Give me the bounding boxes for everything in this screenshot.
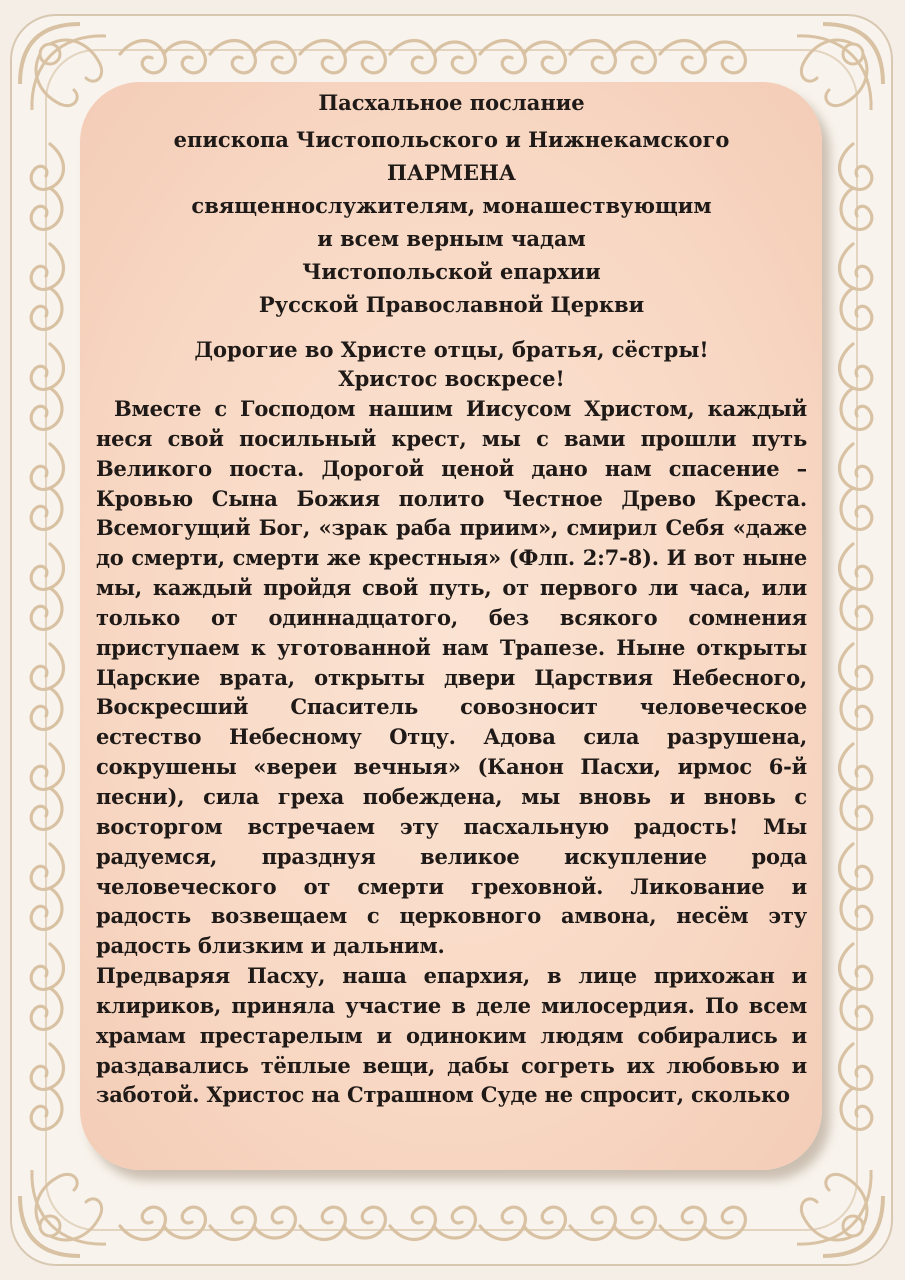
heading-line-2: епископа Чистопольского и Нижнекамского	[173, 127, 730, 152]
letter-heading	[96, 86, 807, 321]
heading-line-5: и всем верным чадам	[317, 226, 586, 251]
body-paragraph-1: Вместе с Господом нашим Иисусом Христом, каждый неся свой посильный крест, мы с вами прошли путь Великого поста. Дорогой ценой дано нам спасение – Кровью Сына Божия полито Честное Древо Креста. Всемогущий Бог, «зрак раба приим», смирил Себя «даже до смерти, смерти же крестныя» (Флп. 2:7-8). И вот ныне мы, каждый пройдя свой путь, от первого ли часа, или только от одиннадцатого, без всякого сомнения приступаем к уготованной нам Трапезе. Ныне открыты Царские врата, открыты двери Царствия Небесного, Воскресший Спаситель совозносит человеческое естество Небесному Отцу. Адова сила разрушена, сокрушены «вереи вечныя» (Канон Пасхи, ирмос 6-й песни), сила греха побеждена, мы вновь и вновь с восторгом встречаем эту пасхальную радость! Мы радуемся, празднуя великое искупление рода человеческого от смерти греховной. Ликование и радость возвещаем с церковного амвона, несём эту радость близким и дальним.	[96, 396, 807, 959]
heading-line-6: Чистопольской епархии	[302, 259, 601, 284]
body-paragraph-2: Предваряя Пасху, наша епархия, в лице прихожан и клириков, приняла участие в деле милосердия. По всем храмам престарелым и одиноким людям собирались и раздавались тёплые вещи, дабы согреть их любовью и заботой. Христос на Страшном Суде не спросит, сколько	[96, 963, 807, 1108]
letter-content	[96, 86, 807, 1110]
heading-line-3: ПАРМЕНА	[387, 160, 516, 185]
greeting-line-2: Христос воскресе!	[338, 366, 565, 391]
greeting	[96, 335, 807, 393]
heading-line-4: священнослужителям, монашествующим	[191, 193, 712, 218]
heading-line-7: Русской Православной Церкви	[258, 292, 645, 317]
heading-line-1: Пасхальное послание	[318, 90, 585, 115]
greeting-line-1: Дорогие во Христе отцы, братья, сёстры!	[194, 337, 709, 362]
